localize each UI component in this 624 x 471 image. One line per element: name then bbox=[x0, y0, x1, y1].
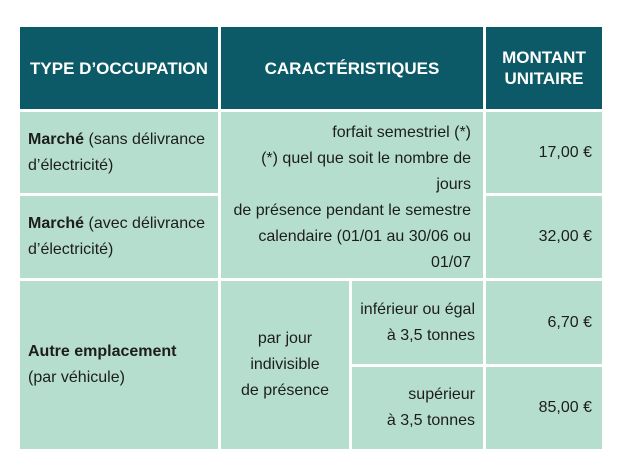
header-montant-line1: MONTANT bbox=[502, 48, 586, 67]
marche-avec-title: Marché bbox=[28, 215, 85, 232]
autre-sub1-l1: inférieur ou égal bbox=[360, 300, 475, 318]
forfait-line1: forfait semestriel (*) bbox=[332, 124, 471, 141]
cell-marche-avec-amount bbox=[486, 196, 602, 278]
cell-autre-sub2 bbox=[352, 367, 483, 449]
forfait-line3: de présence pendant le semestre bbox=[233, 202, 471, 219]
marche-sans-amount: 17,00 € bbox=[538, 143, 592, 161]
tariff-table bbox=[20, 27, 602, 449]
autre-sub2-l2: à 3,5 tonnes bbox=[386, 412, 475, 429]
cell-marche-sans-type bbox=[20, 112, 218, 193]
autre-sub2-amount: 85,00 € bbox=[538, 399, 592, 416]
marche-avec-detail-l2: d’électricité) bbox=[28, 241, 114, 258]
cell-marche-avec-type bbox=[20, 196, 218, 278]
header-montant-line2: UNITAIRE bbox=[504, 69, 584, 88]
forfait-line2: (*) quel que soit le nombre de jours bbox=[261, 150, 471, 193]
cell-marche-sans-amount bbox=[486, 112, 602, 193]
cell-autre-caracteristiques bbox=[221, 281, 349, 449]
cell-autre-type bbox=[20, 281, 218, 449]
forfait-line4: calendaire (01/01 au 30/06 ou 01/07 bbox=[258, 228, 471, 271]
header-caracteristiques bbox=[221, 27, 483, 109]
marche-avec-detail-l1: (avec délivrance bbox=[88, 215, 205, 232]
marche-sans-detail-l1: (sans délivrance bbox=[88, 130, 205, 148]
autre-sub2-l1: supérieur bbox=[408, 386, 475, 403]
autre-title: Autre emplacement bbox=[28, 343, 177, 360]
header-caracteristiques-label: CARACTÉRISTIQUES bbox=[264, 58, 440, 78]
autre-sub1-amount: 6,70 € bbox=[547, 313, 592, 331]
cell-autre-sub1 bbox=[352, 281, 483, 364]
marche-sans-title: Marché bbox=[28, 130, 85, 148]
autre-char-l2: de présence bbox=[240, 382, 330, 399]
header-type-occupation-label: TYPE D’OCCUPATION bbox=[30, 58, 208, 78]
cell-autre-sub1-amount bbox=[486, 281, 602, 364]
cell-autre-sub2-amount bbox=[486, 367, 602, 449]
autre-sub1-l2: à 3,5 tonnes bbox=[386, 326, 475, 344]
header-montant-unitaire bbox=[486, 27, 602, 109]
header-type-occupation bbox=[20, 27, 218, 109]
cell-forfait-caracteristiques bbox=[221, 112, 483, 278]
marche-avec-amount: 32,00 € bbox=[538, 228, 592, 245]
marche-sans-detail-l2: d’électricité) bbox=[28, 156, 114, 174]
autre-char-l1: par jour indivisible bbox=[250, 330, 320, 373]
autre-detail: (par véhicule) bbox=[28, 369, 125, 386]
